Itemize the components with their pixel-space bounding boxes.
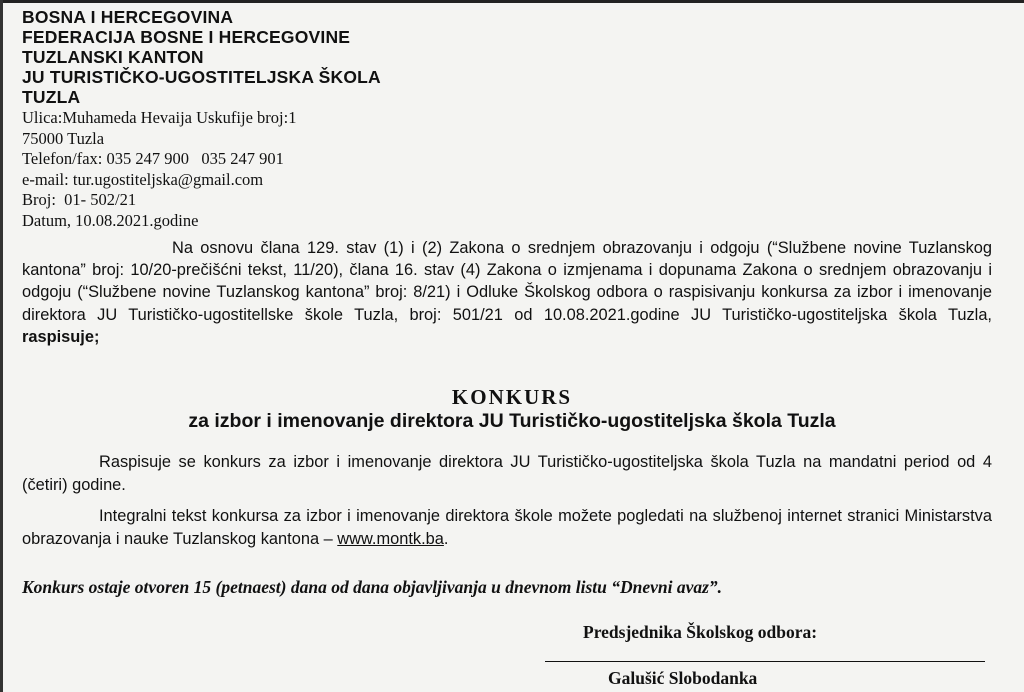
legal-basis-action: raspisuje;: [22, 327, 100, 346]
document-title: KONKURS: [451, 385, 573, 409]
signatory-title: Predsjednika Školskog odbora:: [583, 622, 818, 642]
org-line-country: BOSNA I HERCEGOVINA: [22, 7, 234, 27]
full-text-info: Integralni tekst konkursa za izbor i imenovanje direktora škole možete pogledati na službenoj internet stranici Ministarstva obrazovanja i nauke Tuzlanskog kantona –: [22, 507, 992, 548]
org-line-federation: FEDERACIJA BOSNE I HERCEGOVINE: [22, 27, 351, 47]
scan-edge-top: [0, 0, 1024, 3]
postal-city: 75000 Tuzla: [22, 128, 105, 148]
signature-line: [545, 661, 985, 662]
org-line-school: JU TURISTIČKO-UGOSTITELJSKA ŠKOLA: [22, 67, 381, 87]
email-address: e-mail: tur.ugostiteljska@gmail.com: [22, 169, 264, 189]
org-line-canton: TUZLANSKI KANTON: [22, 47, 204, 67]
document-date: Datum, 10.08.2021.godine: [22, 210, 199, 230]
link-suffix: .: [443, 529, 449, 548]
document-subtitle: za izbor i imenovanje direktora JU Turističko-ugostiteljska škola Tuzla: [188, 410, 836, 432]
street-address: Ulica:Muhameda Hevaija Uskufije broj:1: [22, 108, 297, 127]
announcement-paragraph: Raspisuje se konkurs za izbor i imenovanje direktora JU Turističko-ugostiteljska škola Tuzla na mandatni period od 4 (četiri) godine.: [22, 453, 992, 494]
scan-edge-left: [0, 0, 3, 692]
letterhead: [22, 7, 622, 232]
phone-fax: Telefon/fax: 035 247 900 035 247 901: [22, 149, 284, 169]
deadline-notice: Konkurs ostaje otvoren 15 (petnaest) dana od dana objavljivanja u dnevnom listu “Dnevni avaz”.: [22, 577, 723, 597]
legal-basis-text: Na osnovu člana 129. stav (1) i (2) Zakona o srednjem obrazovanju i odgoju (“Službene novine Tuzlanskog kantona” broj: 10/20-prečišćni tekst, 11/20), člana 16. stav (4) Zakona o izmjenama i dopunama Zakona o srednjem obrazovanju i odgoju (“Službene novine Tuzlanskog kantona” broj: 8/21) i Odluke Školskog odbora o raspisivanju konkursa za izbor i imenovanje direktora JU Turističko-ugostitellske škole Tuzla, broj: 501/21 od 10.08.2021.godine JU Turističko-ugostiteljska škola Tuzla,: [22, 239, 992, 324]
document-number: Broj: 01- 502/21: [22, 190, 137, 210]
full-text-paragraph: [22, 505, 992, 550]
ministry-website-link[interactable]: www.montk.ba: [337, 529, 444, 548]
legal-basis-paragraph: [22, 237, 992, 348]
signatory-name: Galušić Slobodanka: [608, 668, 758, 688]
org-line-city: TUZLA: [22, 87, 81, 107]
